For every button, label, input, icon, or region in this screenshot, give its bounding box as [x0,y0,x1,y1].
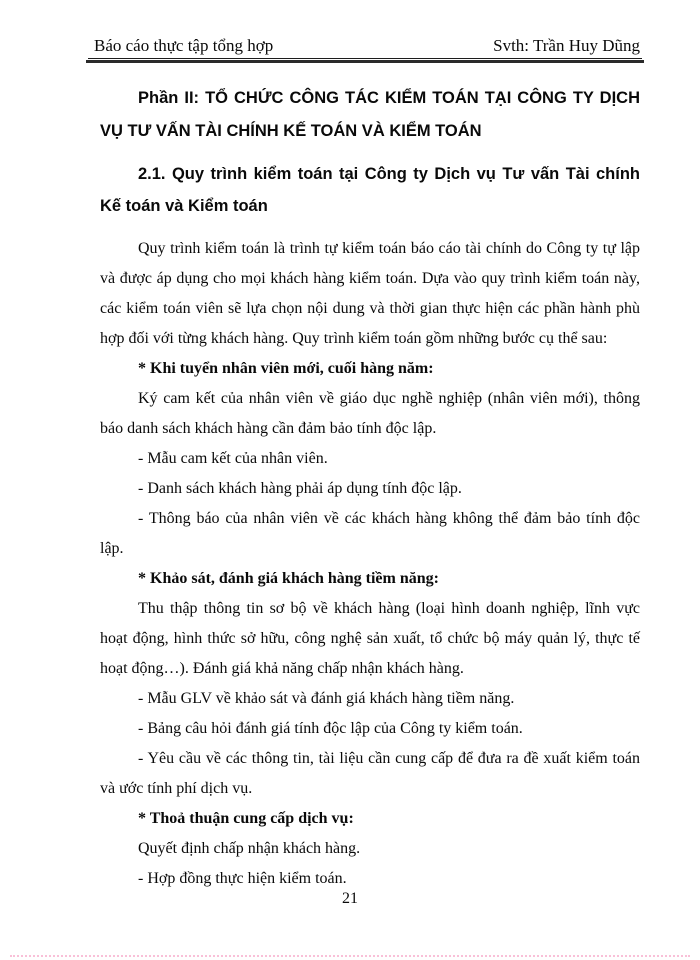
page-header [88,36,642,59]
header-report-title: Báo cáo thực tập tổng hợp [94,36,274,55]
header-rule [86,60,644,63]
body-paragraph: Quyết định chấp nhận khách hàng. [138,840,361,857]
document-body [100,82,640,894]
body-paragraph: Ký cam kết của nhân viên về giáo dục nghề nghiệp (nhân viên mới), thông báo danh sách khách hàng cần đảm bảo tính độc lập. [100,390,640,437]
body-paragraph: Thu thập thông tin sơ bộ về khách hàng (loại hình doanh nghiệp, lĩnh vực hoạt động, hình thức sở hữu, công nghệ sản xuất, tổ chức bộ máy quản lý, thực tế hoạt động…). Đánh giá khả năng chấp nhận khách hàng. [100,600,640,677]
bold-step-heading: * Thoả thuận cung cấp dịch vụ: [138,810,354,827]
body-paragraph: Quy trình kiểm toán là trình tự kiểm toán báo cáo tài chính do Công ty tự lập và được áp dụng cho mọi khách hàng kiểm toán. Dựa vào quy trình kiểm toán này, các kiểm toán viên sẽ lựa chọn nội dung và thời gian thực hiện các phần hành phù hợp đối với từng khách hàng. Quy trình kiểm toán gồm những bước cụ thể sau: [100,240,640,347]
dash-list-item: - Bảng câu hỏi đánh giá tính độc lập của Công ty kiểm toán. [138,720,523,737]
section-heading-2-1: 2.1. Quy trình kiểm toán tại Công ty Dịch vụ Tư vấn Tài chính Kế toán và Kiểm toán [100,165,640,215]
bold-step-heading: * Khảo sát, đánh giá khách hàng tiềm năng: [138,570,439,587]
dash-list-item: - Mẫu GLV về khảo sát và đánh giá khách hàng tiềm năng. [138,690,515,707]
dash-list-item: - Danh sách khách hàng phải áp dụng tính độc lập. [138,480,462,497]
dash-list-item: - Thông báo của nhân viên về các khách hàng không thể đảm bảo tính độc lập. [100,510,640,557]
bottom-dotted-rule [10,955,690,957]
dash-list-item: - Yêu cầu về các thông tin, tài liệu cần cung cấp để đưa ra đề xuất kiểm toán và ước tính phí dịch vụ. [100,750,640,797]
paragraph-flow [100,234,640,894]
bold-step-heading: * Khi tuyển nhân viên mới, cuối hàng năm: [138,360,434,377]
part-title: Phần II: TỔ CHỨC CÔNG TÁC KIỂM TOÁN TẠI CÔNG TY DỊCH VỤ TƯ VẤN TÀI CHÍNH KẾ TOÁN VÀ KIỂM TOÁN [100,89,640,140]
dash-list-item: - Hợp đồng thực hiện kiểm toán. [138,870,347,887]
header-student-name: Svth: Trần Huy Dũng [493,36,640,55]
dash-list-item: - Mẫu cam kết của nhân viên. [138,450,328,467]
page-number: 21 [342,890,358,907]
